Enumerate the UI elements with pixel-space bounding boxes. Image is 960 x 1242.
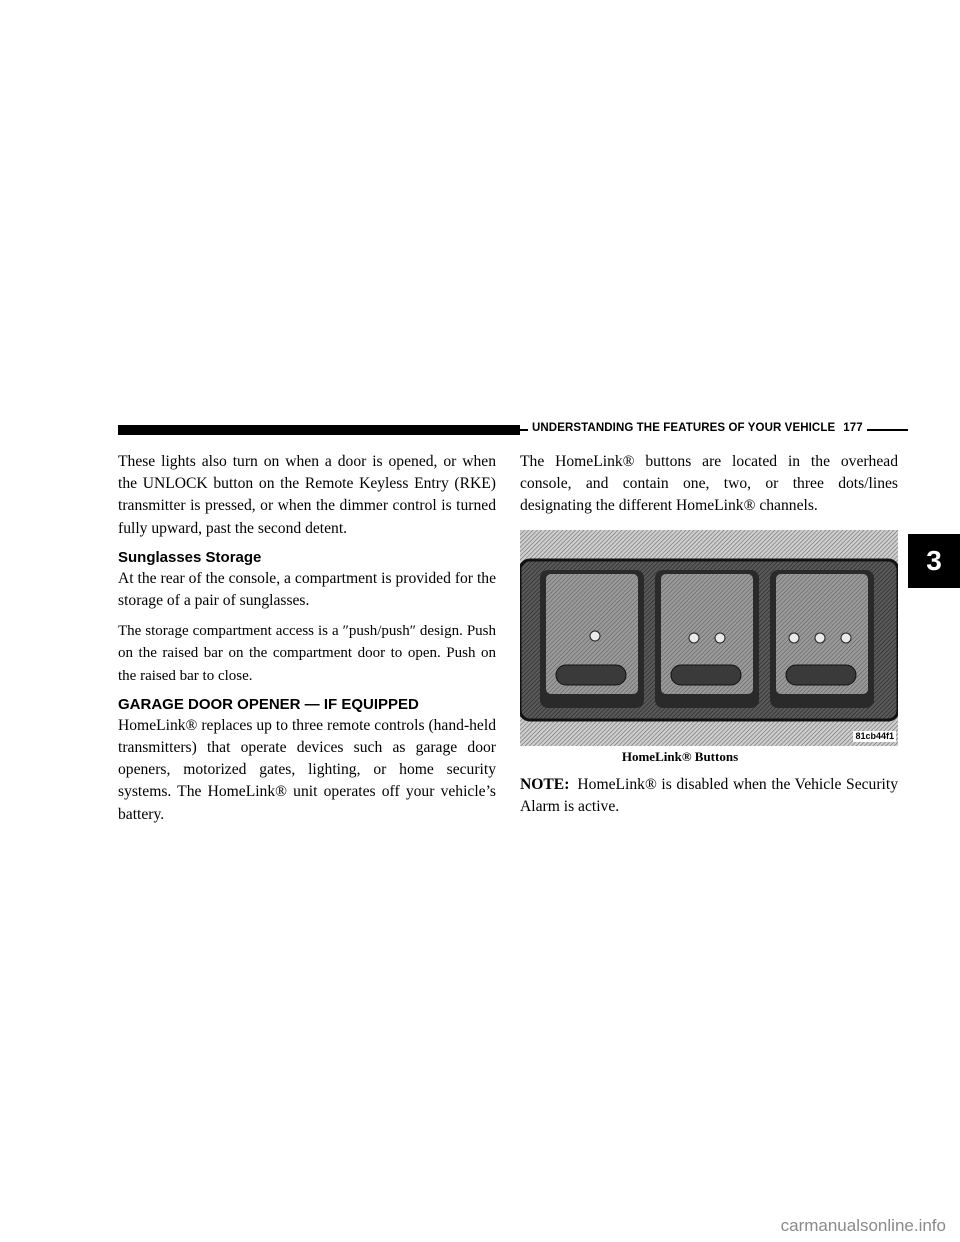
homelink-button-1: [540, 570, 644, 708]
note-text: HomeLink® is disabled when the Vehicle Security Alarm is active.: [520, 775, 898, 815]
sunglasses-heading: Sunglasses Storage: [118, 548, 262, 566]
homelink-button-3: [770, 570, 874, 708]
dot-icon: [715, 633, 725, 643]
header-bar: [118, 425, 520, 435]
page-number: 177: [843, 422, 863, 434]
dot-icon: [689, 633, 699, 643]
garage-heading: GARAGE DOOR OPENER — IF EQUIPPED: [118, 695, 419, 713]
dot-icon: [815, 633, 825, 643]
paragraph-lights: These lights also turn on when a door is opened, or when the UNLOCK button on the Remote Keyless Entry (RKE) transmitter is pressed, or when the dimmer control is turned fully upward, past the second detent.: [118, 453, 496, 537]
note-paragraph: [520, 774, 898, 818]
note-label: NOTE:: [520, 775, 570, 793]
figure-caption: HomeLink® Buttons: [621, 748, 739, 764]
section-title: UNDERSTANDING THE FEATURES OF YOUR VEHICLE: [532, 422, 836, 434]
paragraph-sunglasses-1: At the rear of the console, a compartment is provided for the storage of a pair of sunglasses.: [118, 569, 496, 610]
dot-icon: [590, 631, 600, 641]
right-column: [520, 451, 898, 818]
paragraph-buttons: The HomeLink® buttons are located in the overhead console, and contain one, two, or three dots/lines designating the different HomeLink® channels.: [520, 453, 898, 515]
paragraph-sunglasses-2: The storage compartment access is a ″push/push″ design. Push on the raised bar on the compartment door to open. Push on the raised bar to close.: [118, 623, 496, 684]
chapter-tab: 3: [908, 534, 960, 588]
paragraph-homelink: HomeLink® replaces up to three remote controls (hand-held transmitters) that operate devices such as garage door openers, motorized gates, lighting, or home security systems. The HomeLink® unit operates off your vehicle’s battery.: [118, 716, 496, 823]
homelink-photo: [520, 530, 898, 746]
running-header: [528, 422, 867, 434]
dot-icon: [841, 633, 851, 643]
footer-watermark: carmanualsonline.info: [780, 1216, 946, 1235]
homelink-figure: [520, 530, 898, 746]
figure-code: 81cb44f1: [855, 730, 894, 741]
homelink-button-2: [655, 570, 759, 708]
left-column: [118, 451, 496, 826]
dot-icon: [789, 633, 799, 643]
